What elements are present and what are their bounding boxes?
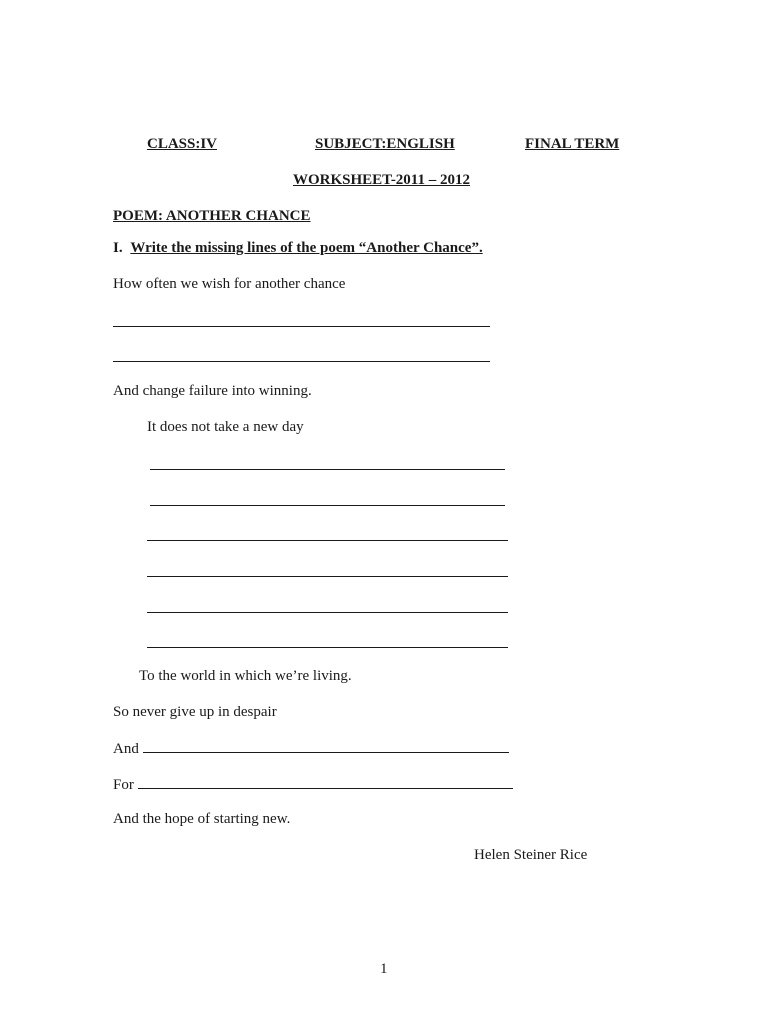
poem-line-14-prefix: And [113, 741, 139, 757]
author-name: Helen Steiner Rice [474, 847, 588, 863]
poem-title: POEM: ANOTHER CHANCE [113, 208, 311, 224]
poem-line-15 [113, 774, 513, 794]
poem-line-14 [113, 738, 509, 758]
poem-line-5: It does not take a new day [147, 419, 304, 435]
blank-line-11[interactable] [147, 647, 508, 648]
blank-line-7[interactable] [150, 505, 505, 506]
class-label: CLASS:IV [147, 136, 218, 152]
poem-line-12: To the world in which we’re living. [139, 668, 352, 684]
poem-line-4: And change failure into winning. [113, 383, 312, 399]
blank-line-2[interactable] [113, 326, 490, 327]
blank-line-3[interactable] [113, 361, 490, 362]
poem-line-1: How often we wish for another chance [113, 276, 346, 292]
page-number: 1 [380, 961, 388, 977]
poem-line-13: So never give up in despair [113, 704, 277, 720]
poem-line-15-prefix: For [113, 777, 134, 793]
question [113, 239, 483, 257]
question-number: I. [113, 240, 123, 256]
blank-line-8[interactable] [147, 540, 508, 541]
blank-line-6[interactable] [150, 469, 505, 470]
blank-line-15[interactable] [138, 774, 513, 789]
poem-line-16: And the hope of starting new. [113, 811, 291, 827]
question-text: Write the missing lines of the poem “Another Chance”. [130, 240, 483, 256]
blank-line-9[interactable] [147, 576, 508, 577]
worksheet-label: WORKSHEET-2011 – 2012 [293, 172, 470, 188]
blank-line-14[interactable] [143, 738, 509, 753]
subject-label: SUBJECT:ENGLISH [315, 136, 455, 152]
blank-line-10[interactable] [147, 612, 508, 613]
term-label: FINAL TERM [525, 136, 620, 152]
